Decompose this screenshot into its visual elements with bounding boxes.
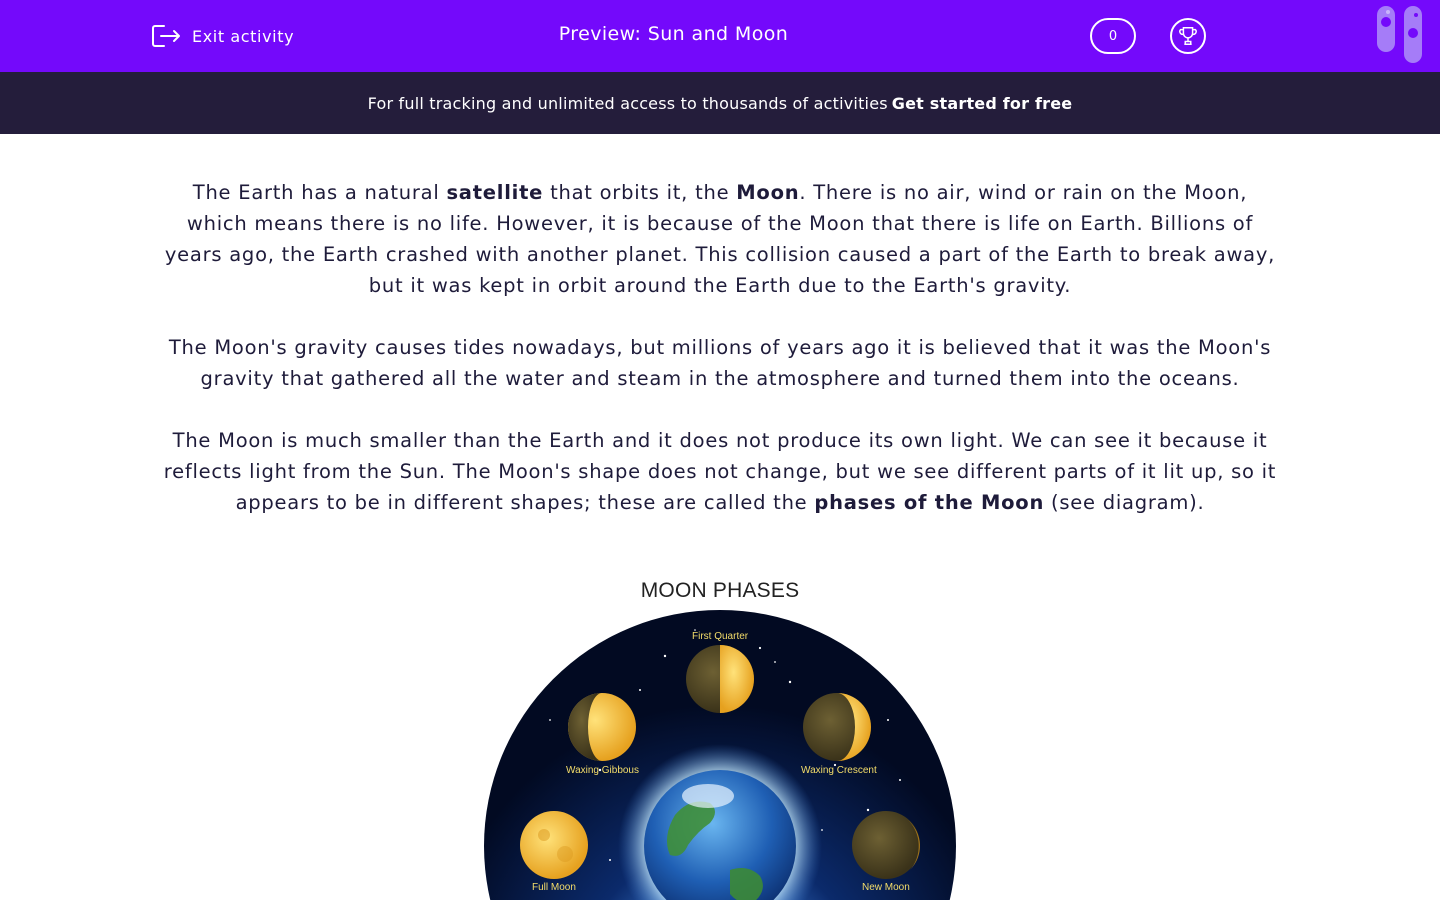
promo-text: For full tracking and unlimited access to thousands of activities bbox=[367, 93, 888, 113]
get-started-link[interactable]: Get started for free bbox=[891, 93, 1073, 113]
top-bar bbox=[0, 0, 1440, 72]
keyword-moon: Moon bbox=[736, 181, 800, 204]
first-quarter-moon-icon bbox=[686, 645, 754, 713]
keyword-satellite: satellite bbox=[446, 181, 544, 204]
full-moon-icon bbox=[520, 811, 588, 879]
score-badge: 0 bbox=[1090, 18, 1136, 54]
article-body bbox=[162, 177, 1278, 549]
label-first-quarter: First Quarter bbox=[692, 631, 749, 642]
trophy-icon bbox=[1177, 25, 1199, 47]
moon-phases-illustration bbox=[470, 570, 970, 900]
label-waxing-crescent: Waxing Crescent bbox=[801, 765, 877, 776]
page-title: Preview: Sun and Moon bbox=[558, 23, 789, 45]
label-full-moon: Full Moon bbox=[532, 882, 576, 893]
waxing-crescent-moon-icon bbox=[803, 693, 871, 761]
exit-label: Exit activity bbox=[192, 26, 295, 46]
keyword-phases: phases of the Moon bbox=[814, 491, 1045, 514]
paragraph-1: The Earth has a natural satellite that orbits it, the Moon. There is no air, wind or rain on the Moon, which means there is no life. However, it is because of the Moon that there is life on Earth. Billions of years ago, the Earth crashed with another planet. This collision caused a part of the Earth to break away, but it was kept in orbit around the Earth due to the Earth's gravity. bbox=[164, 181, 1276, 297]
new-moon-icon bbox=[852, 811, 920, 879]
diagram-title: MOON PHASES bbox=[640, 579, 800, 602]
paragraph-3: The Moon is much smaller than the Earth and it does not produce its own light. We can see it because it reflects light from the Sun. The Moon's shape does not change, but we see different parts of it lit up, so it appears to be in different shapes; these are called the phases of the Moon (see diagram). bbox=[163, 429, 1277, 514]
paragraph-2: The Moon's gravity causes tides nowadays, but millions of years ago it is believed that it was the Moon's gravity that gathered all the water and steam in the atmosphere and turned them into the oceans. bbox=[168, 336, 1272, 390]
trophy-button[interactable] bbox=[1170, 18, 1206, 54]
label-waxing-gibbous: Waxing Gibbous bbox=[566, 765, 639, 776]
label-new-moon: New Moon bbox=[862, 882, 910, 893]
moon-phases-diagram bbox=[470, 570, 970, 900]
brand-logo-icon bbox=[1376, 6, 1424, 64]
promo-banner bbox=[0, 72, 1440, 134]
waxing-gibbous-moon-icon bbox=[568, 693, 636, 761]
